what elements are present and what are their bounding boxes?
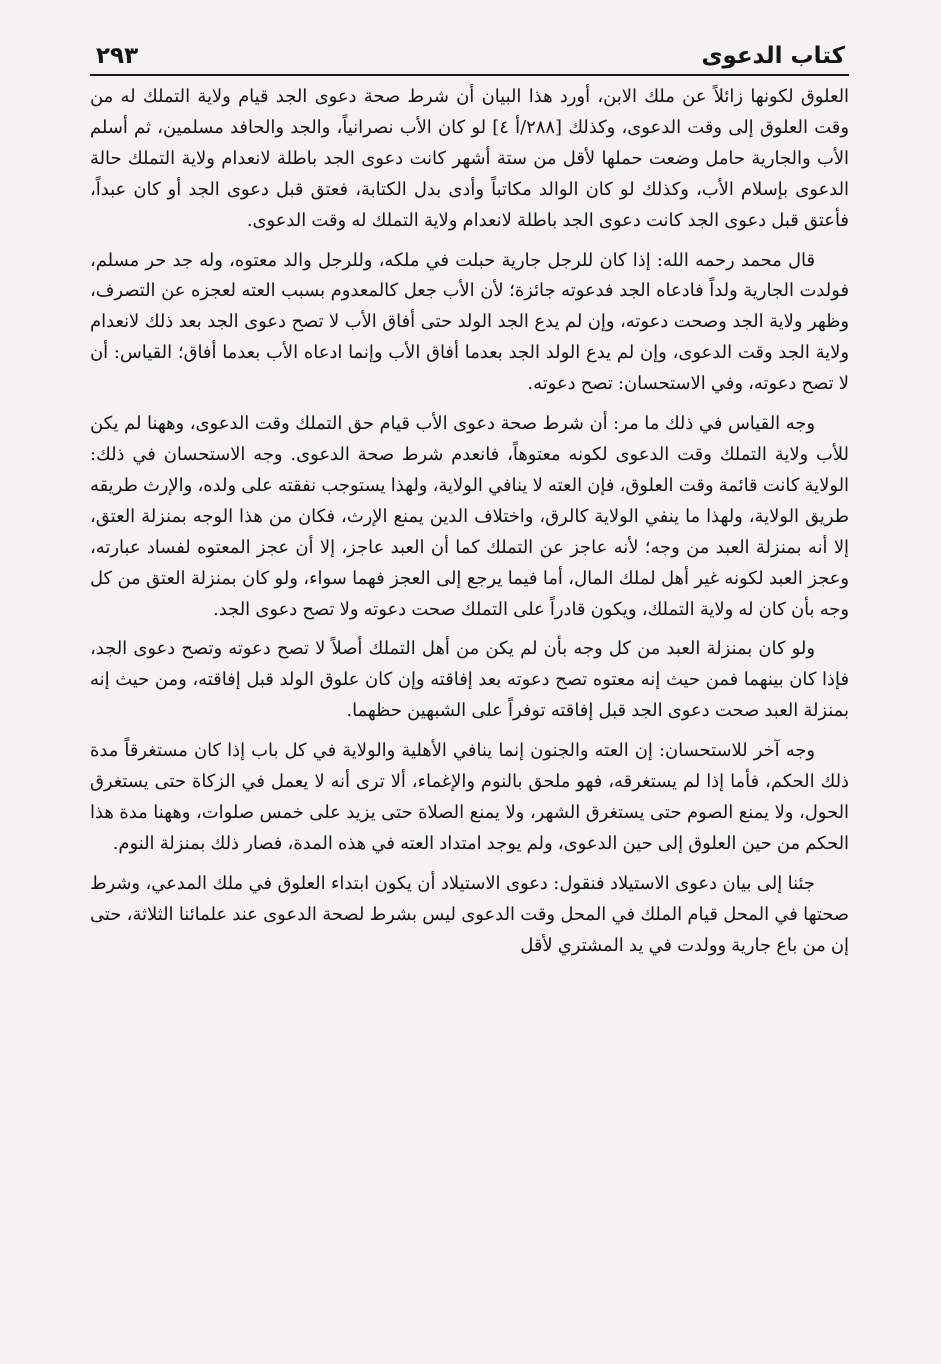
paragraph-slave-analogy: ولو كان بمنزلة العبد من كل وجه بأن لم يكن من أهل التملك أصلاً لا تصح دعوته وتصح دعوى الجد، فإذا كان بينهما فمن حيث إنه معتوه تصح دعوته بعد إفاقته وإن كان علوق الولد قبل إفاقته، ومن حيث إنه بمنزلة العبد صحت دعوى الجد قبل إفاقته توفراً على الشبهين حظهما. xyxy=(90,638,849,722)
paragraph-qiyas-reasoning: وجه القياس في ذلك ما مر: أن شرط صحة دعوى الأب قيام حق التملك وقت الدعوى، وههنا لم يكن للأب ولاية التملك وقت الدعوى لكونه معتوهاً، فانعدم شرط صحة الدعوى. وجه الاستحسان في ذلك: الولاية كانت قائمة وقت العلوق، فإن العته لا ينافي الولاية، ولهذا يستوجب نفقته على ولده، والإرث طريقه طريق الولاية، ولهذا ما ينفي الولاية كالرق، واختلاف الدين يمنع الإرث، فكان من هذا الوجه بمنزلة العتق، إلا أنه بمنزلة العبد من وجه؛ لأنه عاجز عن التملك كما أن العبد عاجز، إلا أن عجز المعتوه لفساد عبارته، وعجز العبد لكونه غير أهل لملك المال، أما فيما يرجع إلى العجز فهما سواء، ولو كان بمنزلة العتق من كل وجه بأن كان له ولاية التملك، ويكون قادراً على التملك صحت دعوته ولا تصح دعوى الجد. xyxy=(90,413,849,620)
page-body xyxy=(90,82,849,961)
paragraph-istilad-claim: جئنا إلى بيان دعوى الاستيلاد فنقول: دعوى الاستيلاد أن يكون ابتداء العلوق في ملك المدعي، وشرط صحتها في المحل قيام الملك في المحل وقت الدعوى ليس بشرط لصحة الدعوى عند علمائنا الثلاثة، حتى إن من باع جارية وولدت في يد المشتري لأقل xyxy=(90,872,849,956)
paragraph-muhammad-ruling: قال محمد رحمه الله: إذا كان للرجل جارية حبلت في ملكه، وللرجل والد معتوه، وله جد حر مسلم، فولدت الجارية ولداً فادعاه الجد فدعوته جائزة؛ لأن الأب جعل كالمعدوم بسبب العته لعجزه عن التصرف، وظهر ولاية الجد وصحت دعوته، وإن لم يدع الجد الولد حتى أفاق الأب لا تصح دعوى الجد بعد ذلك لانعدام ولاية الجد وقت الدعوى، وإن لم يدع الولد الجد بعدما أفاق الأب وإنما ادعاه الأب بعدما أفاق؛ القياس: أن لا تصح دعوته، وفي الاستحسان: تصح دعوته. xyxy=(90,249,849,395)
header-rule xyxy=(90,74,849,76)
page-number: ٢٩٣ xyxy=(96,43,139,69)
running-head xyxy=(90,28,849,74)
book-title: كتاب الدعوى xyxy=(701,43,845,69)
paragraph-second-istihsan: وجه آخر للاستحسان: إن العته والجنون إنما ينافي الأهلية والولاية في كل باب إذا كان مستغرقاً مدة ذلك الحكم، فأما إذا لم يستغرقه، فهو ملحق بالنوم والإغماء، ألا ترى أنه لا يعمل في الزكاة حتى يستغرق الحول، ولا يمنع الصوم حتى يستغرق الشهر، ولا يمنع الصلاة حتى يزيد على خمس صلوات، وههنا مدة هذا الحكم من حين العلوق إلى حين الدعوى، ولم يوجد امتداد العته في هذه المدة، فصار ذلك بمنزلة النوم. xyxy=(90,740,849,854)
paragraph-continued: العلوق لكونها زائلاً عن ملك الابن، أورد هذا البيان أن شرط صحة دعوى الجد قيام ولاية التملك له من وقت العلوق إلى وقت الدعوى، وكذلك [٢٨٨/أ ٤] لو كان الأب نصرانياً، والجد والحافد مسلمين، ثم أسلم الأب والجارية حامل وضعت حملها لأقل من ستة أشهر كانت دعوى الجد باطلة لانعدام ولاية التملك حالة الدعوى بإسلام الأب، وكذلك لو كان الوالد مكاتباً وأدى بدل الكتابة، فعتق قبل دعوى الجد أو كان عبداً، فأعتق قبل دعوى الجد كانت دعوى الجد باطلة لانعدام ولاية التملك له وقت الدعوى. xyxy=(90,86,849,231)
